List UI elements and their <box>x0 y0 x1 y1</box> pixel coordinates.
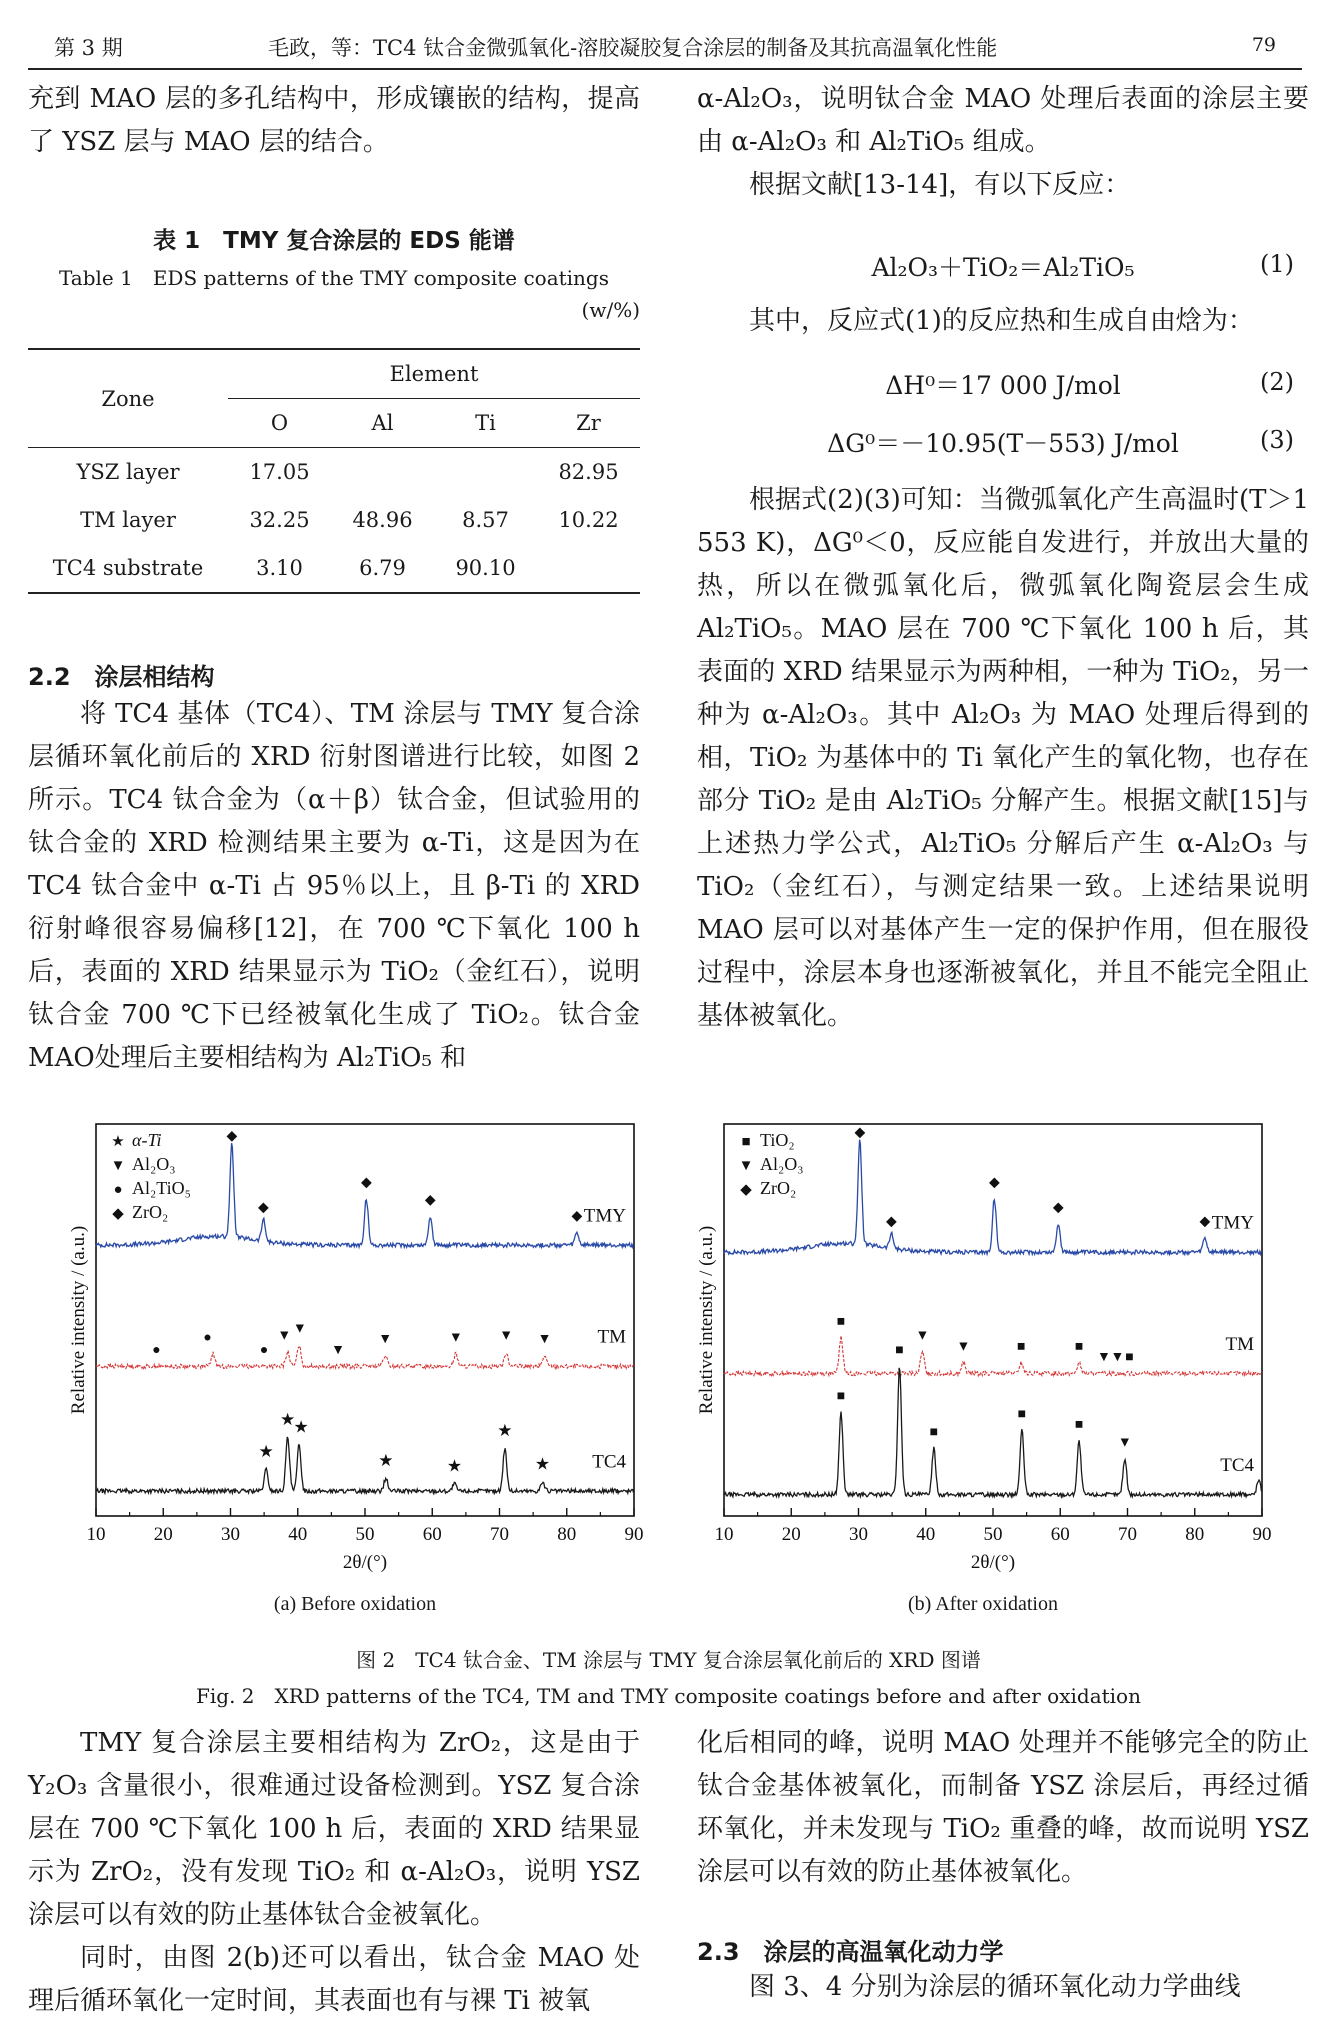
eds-table <box>28 348 640 594</box>
table-row <box>28 496 640 544</box>
peak-marker: ★ <box>446 1456 463 1476</box>
x-tick-label: 50 <box>983 1524 1003 1545</box>
body-paragraph: 根据式(2)(3)可知：当微弧氧化产生高温时(T＞1 553 K)，ΔG⁰＜0，反应能自发进行，并放出大量的热，所以在微弧氧化后，微弧氧化陶瓷层会生成 Al₂TiO₅。MAO 层在 700 ℃下氧化 100 h 后，其表面的 XRD 结果显示为两种相，一种为 TiO₂，另一种为 α-Al₂O₃。其中 Al₂O₃ 为 MAO 处理后得到的相，TiO₂ 为基体中的 Ti 氧化产生的氧化物，也存在部分 TiO₂ 是由 Al₂TiO₅ 分解产生。根据文献[15]与上述热力学公式，Al₂TiO₅ 分解后产生 α-Al₂O₃ 与 TiO₂（金红石），与测定结果一致。上述结果说明 MAO 层可以对基体产生一定的保护作用，但在服役过程中，涂层本身也逐渐被氧化，并且不能完全阻止基体被氧化。 <box>697 485 1309 1031</box>
peak-marker: ▼ <box>537 1332 552 1348</box>
legend-symbol: ■ <box>741 1134 751 1150</box>
peak-marker: ★ <box>534 1454 551 1474</box>
element-col-header: O <box>228 399 331 448</box>
y-axis-label: Relative intensity / (a.u.) <box>696 1225 717 1415</box>
right-para-3 <box>697 300 1309 343</box>
peak-marker: ● <box>203 1330 212 1346</box>
series-label: TMY <box>583 1205 626 1227</box>
series-label: TMY <box>1211 1212 1254 1234</box>
peak-marker: ★ <box>497 1420 513 1440</box>
legend-symbol: ★ <box>111 1134 125 1150</box>
body-paragraph: α-Al₂O₃，说明钛合金 MAO 处理后表面的涂层主要由 α-Al₂O₃ 和 Al₂TiO₅ 组成。 <box>697 84 1309 157</box>
peak-marker: ▼ <box>1110 1349 1125 1365</box>
peak-marker: ▼ <box>915 1328 930 1344</box>
body-paragraph: TMY 复合涂层主要相结构为 ZrO₂，这是由于 Y₂O₃ 含量很小，很难通过设备检测到。YSZ 复合涂层在 700 ℃下氧化 100 h 后，表面的 XRD 结果显示为 ZrO₂，没有发现 TiO₂ 和 α-Al₂O₃，说明 YSZ 涂层可以有效的防止基体钛合金被氧化。 <box>28 1728 640 1930</box>
peak-marker: ◆ <box>886 1214 897 1230</box>
legend-symbol: ▼ <box>738 1158 754 1174</box>
table-caption-cn: 表 1 TMY 复合涂层的 EDS 能谱 <box>153 228 515 254</box>
peak-marker: ◆ <box>571 1209 583 1225</box>
peak-marker: ▼ <box>277 1328 292 1344</box>
x-tick-label: 70 <box>490 1524 509 1545</box>
value-cell: 32.25 <box>249 508 310 532</box>
peak-marker: ■ <box>1017 1407 1027 1422</box>
legend-symbol: ● <box>113 1182 123 1198</box>
peak-marker: ▼ <box>1097 1349 1111 1365</box>
zone-header: Zone <box>28 349 228 448</box>
legend-label: ZrO₂ <box>132 1202 169 1222</box>
equation-3-number: (3) <box>1260 426 1294 454</box>
figure-caption-en: Fig. 2 XRD patterns of the TC4, TM and TMY composite coatings before and after oxidation <box>196 1684 1141 1708</box>
x-tick-label: 80 <box>1185 1524 1205 1545</box>
peak-marker: ★ <box>280 1410 296 1430</box>
x-tick-label: 30 <box>221 1524 240 1545</box>
series-line-tm <box>96 1346 633 1368</box>
body-paragraph: 根据文献[13-14]，有以下反应： <box>749 170 1131 200</box>
legend-label: Al₂O₃ <box>760 1154 804 1174</box>
peak-marker: ■ <box>836 1314 846 1330</box>
equation-2: ΔH⁰＝17 000 J/mol <box>885 371 1121 400</box>
peak-marker: ● <box>259 1342 269 1358</box>
element-col-header: Ti <box>434 399 537 448</box>
bottom-right-para-2 <box>697 1966 1309 2009</box>
legend-label: Al₂O₃ <box>132 1154 176 1174</box>
legend-label: Al₂TiO₅ <box>132 1178 191 1198</box>
peak-marker: ◆ <box>360 1175 372 1191</box>
legend-label: TiO₂ <box>760 1130 795 1150</box>
x-tick-label: 10 <box>714 1524 734 1545</box>
peak-marker: ■ <box>1074 1417 1084 1433</box>
page-number: 79 <box>1251 34 1276 56</box>
zone-cell: TM layer <box>80 508 176 532</box>
x-tick-label: 80 <box>557 1524 577 1545</box>
peak-marker: ■ <box>929 1424 939 1440</box>
x-tick-label: 20 <box>153 1524 173 1545</box>
body-paragraph: 同时，由图 2(b)还可以看出，钛合金 MAO 处理后循环氧化一定时间，其表面也有与裸 Ti 被氧 <box>28 1943 640 2016</box>
element-col-header: Zr <box>537 399 640 448</box>
peak-marker: ● <box>152 1342 161 1358</box>
peak-marker: ▼ <box>1117 1435 1132 1451</box>
x-tick-label: 40 <box>288 1524 308 1545</box>
panel-b-caption: (b) After oxidation <box>908 1593 1058 1615</box>
value-cell <box>537 544 640 593</box>
page-header <box>28 26 1302 70</box>
element-col-header: Al <box>331 399 434 448</box>
right-para-4 <box>697 479 1309 1038</box>
legend-symbol: ◆ <box>112 1206 124 1222</box>
peak-marker: ★ <box>293 1417 309 1437</box>
table-caption-en: Table 1 EDS patterns of the TMY composite coatings <box>59 266 609 290</box>
y-axis-label: Relative intensity / (a.u.) <box>68 1225 89 1415</box>
xrd-chart-before <box>60 1118 650 1590</box>
value-cell: 3.10 <box>228 544 331 593</box>
value-cell: 90.10 <box>434 544 537 593</box>
section-2-2-body <box>28 693 640 1080</box>
body-paragraph: 将 TC4 基体（TC4）、TM 涂层与 TMY 复合涂层循环氧化前后的 XRD 衍射图谱进行比较，如图 2 所示。TC4 钛合金为（α＋β）钛合金，但试验用的钛合金的 XRD 检测结果主要为 α-Ti，这是因为在 TC4 钛合金中 α-Ti 占 95％以上，且 β-Ti 的 XRD 衍射峰很容易偏移[12]，在 700 ℃下氧化 100 h 后，表面的 XRD 结果显示为 TiO₂（金红石），说明钛合金 700 ℃下已经被氧化生成了 TiO₂。钛合金MAO处理后主要相结构为 Al₂TiO₅ 和 <box>28 699 640 1073</box>
body-paragraph: 充到 MAO 层的多孔结构中，形成镶嵌的结构，提高了 YSZ 层与 MAO 层的结合。 <box>28 84 640 157</box>
figure-caption-cn: 图 2 TC4 钛合金、TM 涂层与 TMY 复合涂层氧化前后的 XRD 图谱 <box>356 1648 981 1672</box>
xrd-chart-after <box>688 1118 1278 1590</box>
bottom-left-column <box>28 1722 640 2023</box>
equation-3: ΔG⁰＝－10.95(T－553) J/mol <box>827 429 1179 458</box>
value-cell: 48.96 <box>352 508 413 532</box>
equation-1-number: (1) <box>1260 250 1294 278</box>
equation-1: Al₂O₃＋TiO₂＝Al₂TiO₅ <box>871 253 1135 282</box>
peak-marker: ▼ <box>292 1321 307 1337</box>
peak-marker: ■ <box>1125 1349 1134 1365</box>
value-cell <box>434 448 537 497</box>
x-axis-label: 2θ/(°) <box>342 1552 388 1573</box>
body-paragraph: 化后相同的峰，说明 MAO 处理并不能够完全的防止钛合金基体被氧化，而制备 YSZ 涂层后，再经过循环氧化，并未发现与 TiO₂ 重叠的峰，故而说明 YSZ 涂层可以有效的防止基体被氧化。 <box>697 1728 1309 1887</box>
eds-table-wrap <box>28 348 640 594</box>
x-tick-label: 70 <box>1118 1524 1137 1545</box>
zone-cell: YSZ layer <box>76 460 180 484</box>
x-tick-label: 20 <box>781 1524 801 1545</box>
x-axis-label: 2θ/(°) <box>970 1552 1016 1573</box>
element-header: Element <box>228 349 640 399</box>
body-paragraph: 其中，反应式(1)的反应热和生成自由焓为： <box>749 306 1254 336</box>
value-cell: 17.05 <box>249 460 310 484</box>
series-line-tm <box>724 1333 1261 1376</box>
legend-label: ZrO₂ <box>760 1178 797 1198</box>
legend-label: α-Ti <box>132 1130 162 1150</box>
value-cell <box>331 448 434 497</box>
series-line-tc4 <box>96 1437 633 1493</box>
series-line-tmy <box>724 1140 1261 1255</box>
x-tick-label: 90 <box>624 1524 644 1545</box>
x-tick-label: 60 <box>422 1524 442 1545</box>
peak-marker: ◆ <box>988 1175 1000 1191</box>
value-cell: 82.95 <box>558 460 619 484</box>
peak-marker: ■ <box>895 1342 904 1358</box>
peak-marker: ▼ <box>448 1330 463 1346</box>
legend-symbol: ▼ <box>110 1158 126 1174</box>
right-column-top <box>697 78 1309 207</box>
section-2-3-title: 2.3 涂层的高温氧化动力学 <box>697 1938 1004 1966</box>
value-cell: 8.57 <box>462 508 509 532</box>
peak-marker: ◆ <box>854 1125 866 1141</box>
x-tick-label: 30 <box>849 1524 868 1545</box>
section-2-2-title: 2.2 涂层相结构 <box>28 663 215 691</box>
issue-label: 第 3 期 <box>54 36 123 60</box>
peak-marker: ■ <box>1017 1339 1026 1355</box>
peak-marker: ▼ <box>331 1342 346 1358</box>
x-tick-label: 60 <box>1050 1524 1070 1545</box>
equation-2-number: (2) <box>1260 368 1294 396</box>
zone-cell: TC4 substrate <box>28 544 228 593</box>
peak-marker: ★ <box>258 1442 274 1462</box>
series-label: TM <box>597 1326 626 1348</box>
x-tick-label: 10 <box>86 1524 106 1545</box>
body-paragraph: 图 3、4 分别为涂层的循环氧化动力学曲线 <box>749 1972 1241 2002</box>
peak-marker: ◆ <box>424 1193 436 1209</box>
peak-marker: ★ <box>378 1451 394 1471</box>
peak-marker: ▼ <box>499 1328 514 1344</box>
table-unit: (w/%) <box>581 298 640 322</box>
bottom-right-column <box>697 1722 1309 1894</box>
panel-a-caption: (a) Before oxidation <box>273 1593 437 1615</box>
peak-marker: ◆ <box>226 1129 238 1145</box>
x-tick-label: 50 <box>355 1524 375 1545</box>
peak-marker: ◆ <box>1199 1214 1211 1230</box>
value-cell: 10.22 <box>558 508 619 532</box>
peak-marker: ■ <box>1074 1339 1084 1355</box>
series-line-tc4 <box>724 1368 1261 1497</box>
series-label: TC4 <box>1220 1455 1254 1477</box>
series-label: TC4 <box>592 1451 626 1473</box>
table-row <box>28 544 640 593</box>
x-tick-label: 90 <box>1252 1524 1272 1545</box>
value-cell: 6.79 <box>331 544 434 593</box>
peak-marker: ◆ <box>1052 1200 1064 1216</box>
peak-marker: ■ <box>836 1389 846 1405</box>
legend-symbol: ◆ <box>740 1182 752 1198</box>
running-title: 毛政，等：TC4 钛合金微弧氧化-溶胶凝胶复合涂层的制备及其抗高温氧化性能 <box>268 36 998 60</box>
series-label: TM <box>1225 1333 1254 1355</box>
peak-marker: ▼ <box>378 1332 393 1348</box>
left-column-top <box>28 78 640 164</box>
peak-marker: ◆ <box>258 1200 269 1216</box>
table-row <box>28 448 640 497</box>
x-tick-label: 40 <box>916 1524 936 1545</box>
peak-marker: ▼ <box>956 1339 971 1355</box>
